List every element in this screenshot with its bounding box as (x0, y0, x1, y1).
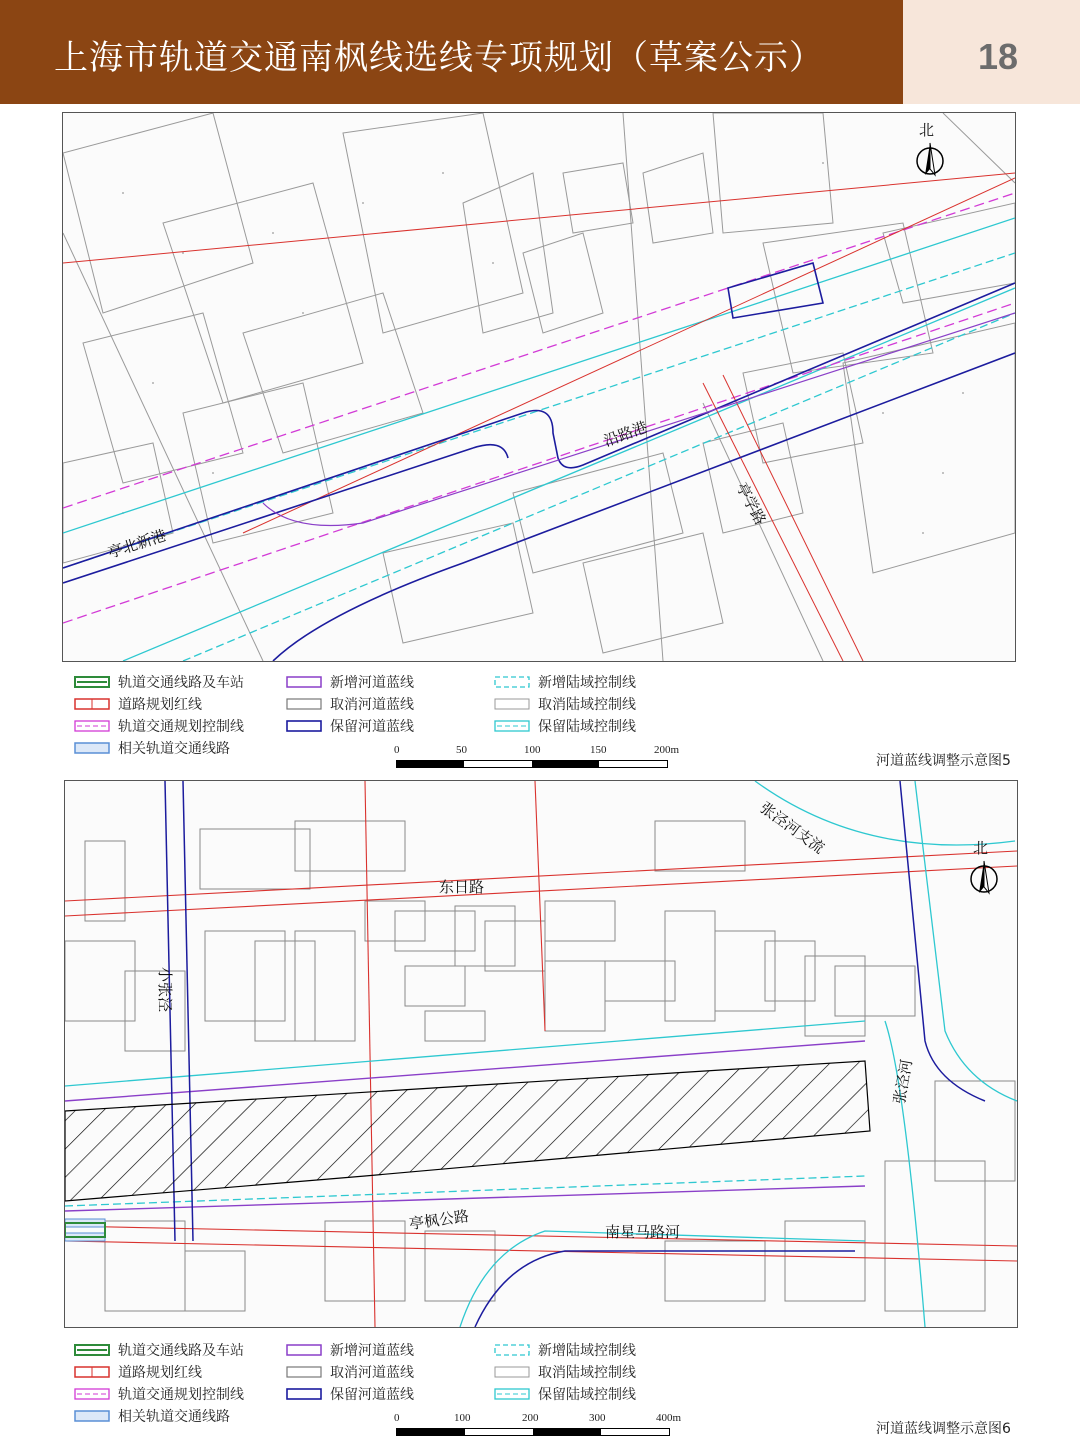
legend-item-road-red (74, 694, 202, 714)
legend-item-related-rail (74, 1406, 230, 1426)
north-label: 北 (973, 839, 989, 857)
scale-tick: 100 (454, 1412, 471, 1424)
north-arrow-icon (913, 117, 947, 181)
related-rail-line-icon (74, 1409, 110, 1423)
rail-line-station-icon (74, 675, 110, 689)
north-arrow-icon (967, 835, 1001, 899)
label-yanlu-river: 沿路港 (601, 417, 650, 451)
page-number-box (903, 0, 1080, 104)
scale-bar-graphic (396, 1428, 670, 1436)
legend-label: 新增河道蓝线 (330, 1343, 414, 1359)
land-control-lines (63, 218, 1015, 661)
label-tingfeng-road: 亭枫公路 (408, 1206, 471, 1234)
legend-item-rail-control (74, 716, 244, 736)
map-6-drawing (65, 781, 1017, 1327)
page-number: 18 (978, 36, 1019, 77)
map-diagram-6[interactable] (64, 780, 1018, 1328)
keep-land-control-icon (494, 719, 530, 733)
legend-label: 相关轨道交通线路 (118, 1409, 230, 1425)
new-river-line-icon (286, 675, 322, 689)
new-land-control-icon (494, 1343, 530, 1357)
legend-item-cancel-land (494, 1362, 636, 1382)
label-tingxue-road: 亭学路 (732, 479, 770, 528)
legend-item-keep-land (494, 1384, 636, 1404)
legend-label: 道路规划红线 (118, 1365, 202, 1381)
road-red-lines (63, 173, 1015, 661)
map-6-caption: 河道蓝线调整示意图6 (876, 1421, 1011, 1437)
legend-label: 相关轨道交通线路 (118, 741, 230, 757)
page-header (0, 0, 903, 104)
keep-river-line-icon (286, 719, 322, 733)
legend-label: 取消陆域控制线 (538, 1365, 636, 1381)
legend-item-cancel-land (494, 694, 636, 714)
legend-label: 保留陆域控制线 (538, 719, 636, 735)
legend-item-keep-land (494, 716, 636, 736)
scale-tick: 300 (589, 1412, 606, 1424)
cancel-river-line-icon (286, 697, 322, 711)
keep-river-line-icon (286, 1387, 322, 1401)
legend-item-new-land (494, 672, 636, 692)
scale-tick: 150 (590, 744, 607, 756)
legend-item-keep-river (286, 716, 414, 736)
legend-label: 新增河道蓝线 (330, 675, 414, 691)
scale-tick: 0 (394, 744, 400, 756)
legend-item-cancel-river (286, 694, 414, 714)
keep-river-lines (165, 781, 985, 1327)
related-rail-segment (65, 1219, 105, 1241)
new-land-control-icon (494, 675, 530, 689)
map-5-drawing (63, 113, 1015, 661)
scale-bar-map-5 (396, 744, 686, 780)
north-arrow (913, 117, 947, 181)
scale-tick: 200 (522, 1412, 539, 1424)
new-river-line-icon (286, 1343, 322, 1357)
legend-item-rail-control (74, 1384, 244, 1404)
map-5-caption: 河道蓝线调整示意图5 (876, 753, 1011, 769)
related-rail-line-icon (74, 741, 110, 755)
legend-label: 取消河道蓝线 (330, 1365, 414, 1381)
legend-label: 轨道交通线路及车站 (118, 675, 244, 691)
legend-label: 轨道交通规划控制线 (118, 719, 244, 735)
rail-control-line-icon (74, 719, 110, 733)
rail-control-line-icon (74, 1387, 110, 1401)
legend-label: 保留陆域控制线 (538, 1387, 636, 1403)
scale-tick: 0 (394, 1412, 400, 1424)
legend-label: 道路规划红线 (118, 697, 202, 713)
label-zhangjing-branch: 张泾河支流 (756, 798, 828, 858)
scale-tick: 100 (524, 744, 541, 756)
label-tingbei-river: 亭北新港 (105, 526, 169, 562)
label-zhangjing-river: 张泾河 (890, 1057, 916, 1106)
label-dongri-road: 东日路 (439, 878, 485, 896)
north-label: 北 (919, 121, 935, 139)
keep-land-control-icon (494, 1387, 530, 1401)
scale-bar-graphic (396, 760, 668, 768)
cancel-river-line-icon (286, 1365, 322, 1379)
legend-label: 轨道交通规划控制线 (118, 1387, 244, 1403)
north-arrow (967, 835, 1001, 899)
page-title: 上海市轨道交通南枫线选线专项规划（草案公示） (54, 38, 824, 78)
scale-tick: 50 (456, 744, 467, 756)
label-nanxingmalu-river: 南星马路河 (605, 1223, 681, 1241)
legend-item-new-land (494, 1340, 636, 1360)
legend-label: 新增陆域控制线 (538, 1343, 636, 1359)
legend-item-rail (74, 1340, 244, 1360)
legend-item-rail (74, 672, 244, 692)
scale-tick: 400m (656, 1412, 682, 1424)
legend-item-new-river (286, 1340, 414, 1360)
map-diagram-5[interactable] (62, 112, 1016, 662)
land-control-lines (65, 781, 1017, 1327)
road-red-line-icon (74, 1365, 110, 1379)
road-red-line-icon (74, 697, 110, 711)
legend-item-cancel-river (286, 1362, 414, 1382)
base-map-lines (63, 113, 1015, 661)
legend-label: 新增陆域控制线 (538, 675, 636, 691)
legend-label: 轨道交通线路及车站 (118, 1343, 244, 1359)
label-xiaozhangjing: 小张泾 (156, 966, 175, 1013)
legend-item-new-river (286, 672, 414, 692)
cancel-land-control-icon (494, 1365, 530, 1379)
legend-label: 保留河道蓝线 (330, 1387, 414, 1403)
road-red-lines (65, 781, 1017, 1327)
legend-item-related-rail (74, 738, 230, 758)
legend-item-road-red (74, 1362, 202, 1382)
rail-line-station-icon (74, 1343, 110, 1357)
legend-label: 取消河道蓝线 (330, 697, 414, 713)
legend-label: 取消陆域控制线 (538, 697, 636, 713)
scale-bar-map-6 (396, 1412, 696, 1448)
legend-label: 保留河道蓝线 (330, 719, 414, 735)
legend-item-keep-river (286, 1384, 414, 1404)
cancel-land-control-icon (494, 697, 530, 711)
scale-tick: 200m (654, 744, 680, 756)
